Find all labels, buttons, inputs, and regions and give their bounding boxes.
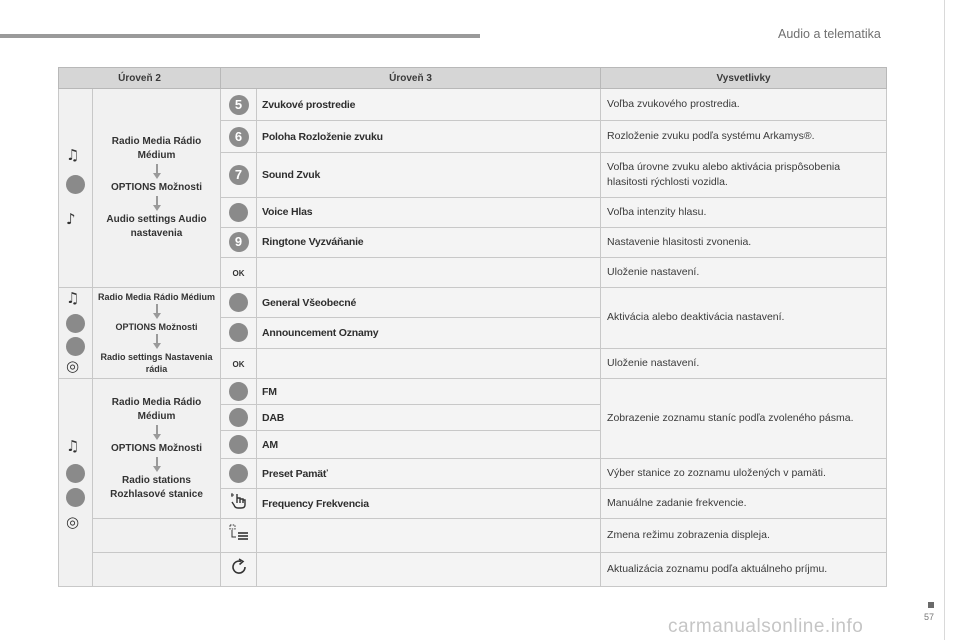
down-arrow-icon [153,196,161,212]
grey-dot-icon [229,435,248,454]
radio-signal-icon: ◎ [66,512,80,531]
music-note-icon: ♫ [66,436,80,455]
grey-dot-icon [229,408,248,427]
side-divider [944,0,945,640]
top-accent-bar [0,34,480,38]
table-row [59,288,887,318]
grey-dot-icon [229,323,248,342]
level3-label: Preset Pamäť [257,459,601,489]
level3-label [257,553,601,587]
list-view-icon [228,523,250,543]
grey-dot-icon [229,203,248,222]
description: Voľba úrovne zvuku alebo aktivácia prispôsobenia hlasitosti rýchlosti vozidla. [601,153,887,197]
description: Zmena režimu zobrazenia displeja. [601,519,887,553]
group-icons [59,89,93,288]
level3-label: Sound Zvuk [257,153,601,197]
level3-label: Voice Hlas [257,197,601,227]
header-explanation: Vysvetlivky [601,68,887,89]
level3-label [257,519,601,553]
ok-label: OK [232,269,245,279]
description: Voľba intenzity hlasu. [601,197,887,227]
number-badge: 7 [229,165,249,185]
description: Rozloženie zvuku podľa systému Arkamys®. [601,121,887,153]
level3-label: Announcement Oznamy [257,318,601,348]
description: Zobrazenie zoznamu staníc podľa zvoleného pásma. [601,379,887,459]
header-level-3: Úroveň 3 [221,68,601,89]
level2-path: Radio Media Rádio Médium OPTIONS Možnosti Audio settings Audio nastavenia [93,89,221,288]
level3-label: AM [257,431,601,459]
music-note-icon: ♫ [66,146,80,164]
page-marker [928,602,934,608]
grey-dot-icon [66,488,85,507]
grey-dot-icon [66,175,85,194]
header-level-2: Úroveň 2 [59,68,221,89]
table-row [59,379,887,405]
grey-dot-icon [229,464,248,483]
level3-label: FM [257,379,601,405]
description: Aktivácia alebo deaktivácia nastavení. [601,288,887,349]
level3-label [257,257,601,287]
grey-dot-icon [229,293,248,312]
number-badge: 6 [229,127,249,147]
description: Nastavenie hlasitosti zvonenia. [601,227,887,257]
down-arrow-icon [153,304,161,320]
level3-label: General Všeobecné [257,288,601,318]
down-arrow-icon [153,334,161,350]
page-number: 57 [924,612,935,622]
table-header-row [59,68,887,89]
level2-path: Radio Media Rádio Médium OPTIONS Možnosti Radio settings Nastavenia rádia [93,288,221,379]
level3-label: Zvukové prostredie [257,89,601,121]
hand-icon [229,492,249,510]
music-note-icon: ♫ [66,289,80,307]
level3-label: Ringtone Vyzváňanie [257,227,601,257]
level3-label: Poloha Rozloženie zvuku [257,121,601,153]
description: Voľba zvukového prostredia. [601,89,887,121]
single-note-icon: ♪ [66,210,76,228]
description: Uloženie nastavení. [601,257,887,287]
grey-dot-icon [66,314,85,333]
description: Výber stanice zo zoznamu uložených v pamäti. [601,459,887,489]
level3-label: DAB [257,405,601,431]
grey-dot-icon [66,464,85,483]
level2-path: Radio Media Rádio Médium OPTIONS Možnosti Radio stations Rozhlasové stanice [93,379,221,519]
number-badge: 9 [229,232,249,252]
description: Manuálne zadanie frekvencie. [601,489,887,519]
grey-dot-icon [66,337,85,356]
ok-label: OK [232,360,245,370]
down-arrow-icon [153,164,161,180]
level3-label: Frequency Frekvencia [257,489,601,519]
grey-dot-icon [229,382,248,401]
number-badge: 5 [229,95,249,115]
level3-label [257,348,601,378]
description: Aktualizácia zoznamu podľa aktuálneho príjmu. [601,553,887,587]
radio-signal-icon: ◎ [66,357,80,375]
group-icons [59,379,93,587]
table-row [59,553,887,587]
refresh-icon [229,557,249,577]
group-icons [59,288,93,379]
table-row [59,519,887,553]
down-arrow-icon [153,457,161,473]
table-row [59,89,887,121]
settings-table [58,67,887,587]
section-title: Audio a telematika [778,27,881,41]
description: Uloženie nastavení. [601,348,887,378]
down-arrow-icon [153,425,161,441]
watermark: carmanualsonline.info [668,616,864,637]
